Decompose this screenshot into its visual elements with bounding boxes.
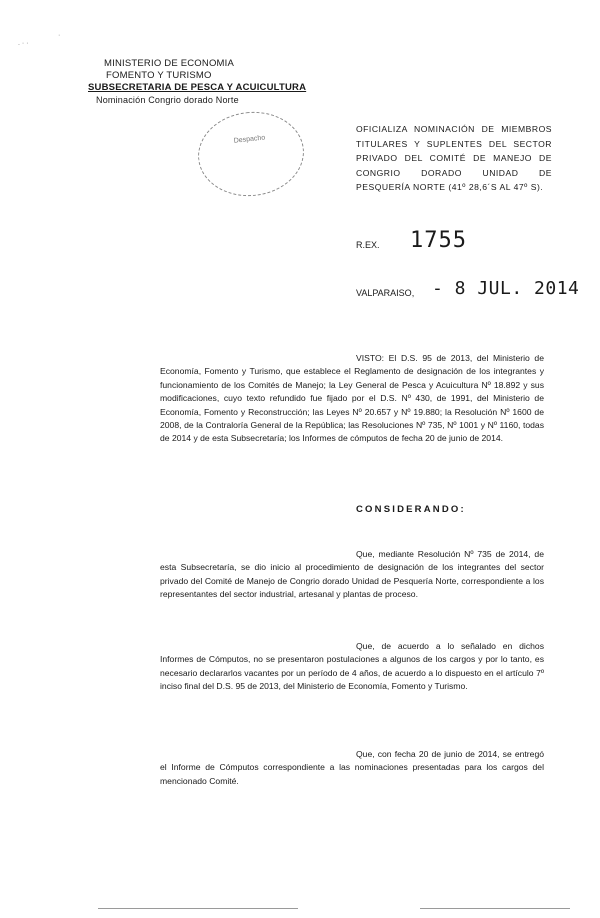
considerando-paragraph-3: Que, con fecha 20 de junio de 2014, se entregó el Informe de Cómputos correspondiente a las nominaciones presentadas para los cargos del mencionado Comité. [160, 749, 544, 786]
ministry-name-cont: FOMENTO Y TURISMO [106, 70, 212, 81]
visto-paragraph: VISTO: El D.S. 95 de 2013, del Ministerio de Economía, Fomento y Turismo, que establece el Reglamento de designación de los integrantes y funcionamiento de los Comités de Manejo; la Ley General de Pesca y Acuicultura Nº 18.892 y sus modificaciones, cuyo texto refundido fue fijado por el D.S. Nº 430, de 1991, del Ministerio de Economía, Fomento y Reconstrucción; las Leyes Nº 20.657 y Nº 19.880; la Resolución Nº 1600 de 2008, de la Contraloría General de la República; las Resoluciones Nº 735, Nº 1001 y Nº 1160, todas de 2014 y de esta Subsecretaría; los Informes de cómputos de fecha 20 de junio de 2014. [160, 353, 544, 444]
considerando-paragraph-2: Que, de acuerdo a lo señalado en dichos Informes de Cómputos, no se presentaron postulaciones a algunos de los cargos y por lo tanto, es necesario declararlos vacantes por un período de 4 años, de acuerdo a lo dispuesto en el artículo 7º inciso final del D.S. 95 de 2013, del Ministerio de Economía, Fomento y Turismo. [160, 641, 544, 692]
office-stamp [194, 107, 308, 202]
resolution-subject: OFICIALIZA NOMINACIÓN DE MIEMBROS TITULARES Y SUPLENTES DEL SECTOR PRIVADO DEL COMITÉ DE MANEJO DE CONGRIO DORADO UNIDAD DE PESQUERÍA NORTE (41º 28,6´S AL 47º S). [356, 124, 552, 192]
date-stamp: - 8 JUL. 2014 [432, 278, 580, 299]
letterhead [88, 58, 308, 106]
stamp-text: Despacho [233, 134, 266, 145]
resolution-number: 1755 [410, 228, 467, 253]
resolution-label: R.EX. [356, 240, 380, 250]
scan-edge-smudge [420, 908, 570, 909]
scan-mark: . · · [18, 40, 29, 47]
subsecretaria-name: SUBSECRETARIA DE PESCA Y ACUICULTURA [88, 82, 307, 93]
considerando-paragraph-1: Que, mediante Resolución Nº 735 de 2014, de esta Subsecretaría, se dio inicio al procedimiento de designación de los integrantes del sector privado del Comité de Manejo de Congrio dorado Unidad de Pesquería Norte, correspondiente a los representantes del sector industrial, artesanal y plantas de proceso. [160, 549, 544, 600]
place: VALPARAISO, [356, 288, 415, 298]
scan-mark: · [58, 32, 61, 39]
scan-edge-smudge [98, 908, 298, 909]
ministry-name: MINISTERIO DE ECONOMIA [104, 58, 235, 69]
considerando-heading: CONSIDERANDO: [356, 504, 466, 515]
nomination-reference: Nominación Congrio dorado Norte [96, 95, 239, 105]
